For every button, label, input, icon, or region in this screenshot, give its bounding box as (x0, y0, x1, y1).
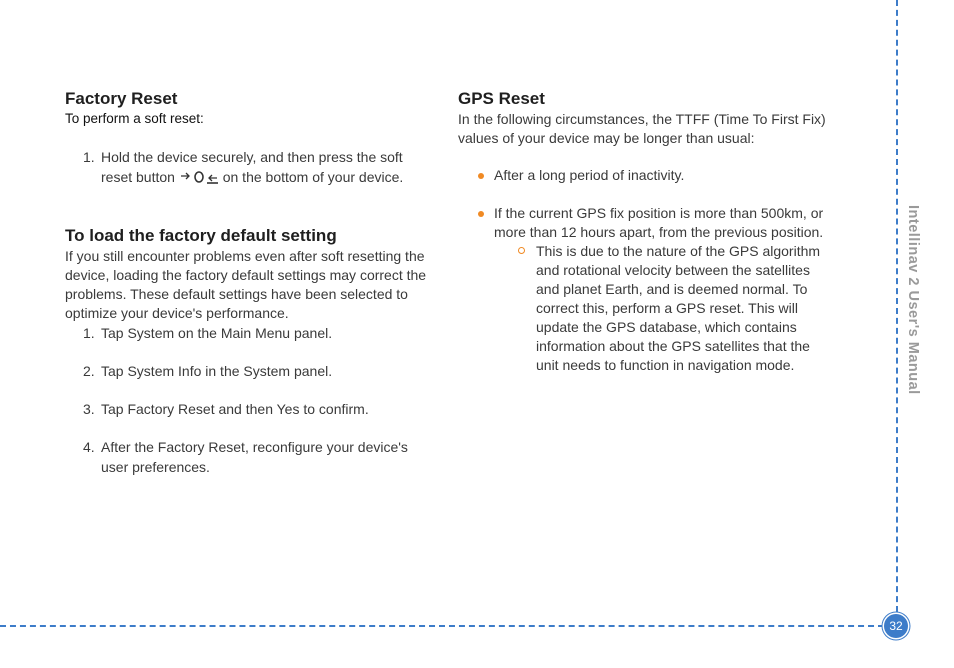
bullet-text: After a long period of inactivity. (494, 167, 685, 183)
bullet-dot-icon (478, 173, 484, 179)
right-border-divider (896, 0, 898, 612)
soft-reset-step-text-b: on the bottom of your device. (222, 169, 404, 185)
manual-title: Intellinav 2 User's Manual (905, 205, 921, 395)
step-text: Tap System Info in the System panel. (101, 363, 333, 379)
soft-reset-step-text-a: Hold the device securely, and then press the soft reset button (101, 149, 403, 185)
soft-reset-label (65, 110, 435, 128)
list-item (458, 166, 833, 185)
bullet-ring-icon (518, 247, 525, 254)
gps-reset-heading: GPS Reset (458, 89, 545, 108)
step-number: 1. (83, 325, 95, 341)
step-text: Tap Factory Reset and then Yes to confirm. (101, 401, 369, 417)
sub-bullet-text: This is due to the nature of the GPS algorithm and rotational velocity between the satellites and planet Earth, and is deemed normal. To correct this, perform a GPS reset. This will update the GPS database, which contains information about the GPS satellites that the unit needs to function in navigation mode. (536, 243, 821, 373)
bullet-text: If the current GPS fix position is more than 500km, or more than 12 hours apart, from the previous position. (494, 205, 824, 240)
list-item (65, 323, 435, 343)
list-item (65, 361, 435, 381)
step-number: 2. (83, 363, 95, 379)
page-number: 32 (884, 614, 908, 638)
soft-reset-step (65, 147, 435, 187)
factory-reset-heading: Factory Reset (65, 89, 178, 108)
step-number: 4. (83, 439, 95, 455)
step-text: After the Factory Reset, reconfigure your device's user preferences. (101, 439, 408, 475)
reset-button-icon (179, 170, 219, 184)
step-text: Tap System on the Main Menu panel. (101, 325, 333, 341)
bottom-border-divider (0, 625, 884, 627)
list-item (458, 204, 833, 242)
list-item (65, 437, 435, 477)
list-item (65, 399, 435, 419)
bullet-dot-icon (478, 211, 484, 217)
soft-reset-label-text: To perform a soft reset: (65, 111, 204, 126)
factory-default-intro: If you still encounter problems even after soft resetting the device, loading the factory default settings may correct the problems. These default settings have been selected to optimize your device's performance. (65, 248, 427, 321)
step-number: 3. (83, 401, 95, 417)
gps-intro: In the following circumstances, the TTFF (Time To First Fix) values of your device may be longer than usual: (458, 111, 826, 146)
step-number: 1. (83, 149, 95, 165)
right-column (458, 88, 833, 375)
left-column (65, 88, 435, 477)
factory-default-heading: To load the factory default setting (65, 226, 337, 245)
sub-list-item (458, 242, 833, 375)
